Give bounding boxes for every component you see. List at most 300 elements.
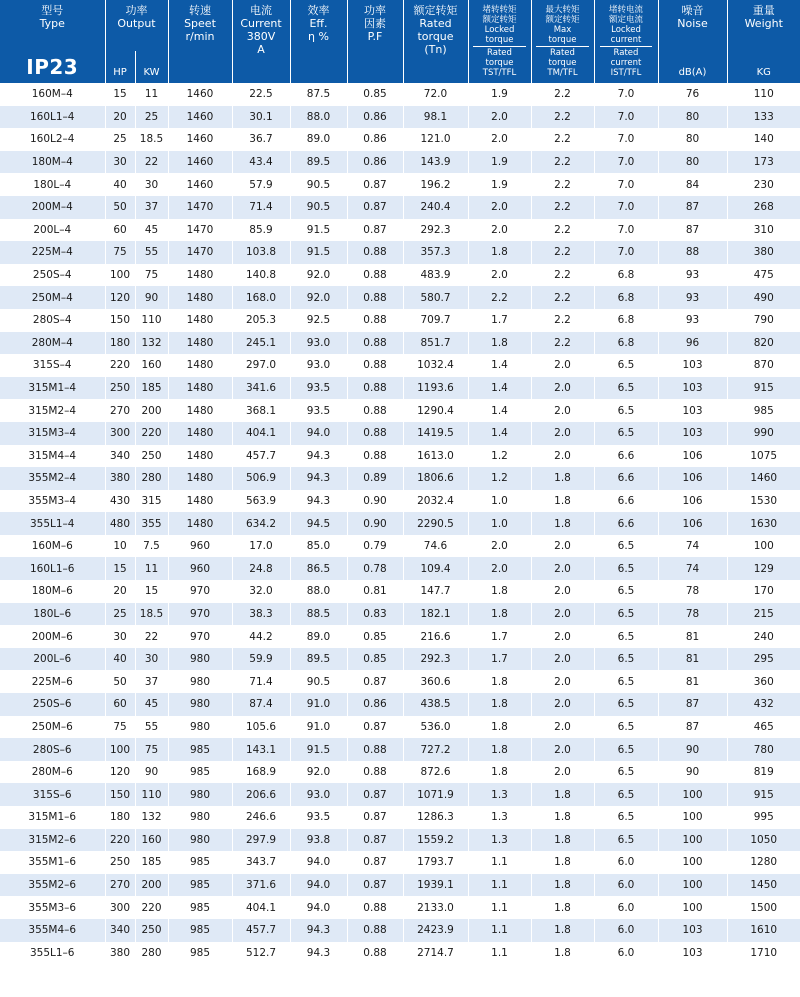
cell-kw: 18.5 bbox=[135, 128, 168, 151]
cell-max-torque-ratio: 2.0 bbox=[531, 580, 594, 603]
cell-power-factor: 0.90 bbox=[347, 512, 403, 535]
cell-power-factor: 0.88 bbox=[347, 399, 403, 422]
cell-current: 87.4 bbox=[232, 693, 290, 716]
cell-locked-torque-ratio: 1.8 bbox=[468, 670, 531, 693]
cell-hp: 380 bbox=[105, 467, 135, 490]
cell-efficiency: 93.5 bbox=[290, 377, 347, 400]
cell-type: 160L2–4 bbox=[0, 128, 105, 151]
cell-kw: 22 bbox=[135, 151, 168, 174]
cell-current: 343.7 bbox=[232, 851, 290, 874]
cell-noise: 80 bbox=[658, 151, 727, 174]
cell-noise: 90 bbox=[658, 761, 727, 784]
header-locked-en4: torque bbox=[485, 58, 514, 69]
cell-efficiency: 91.5 bbox=[290, 219, 347, 242]
cell-locked-current-ratio: 7.0 bbox=[594, 83, 658, 106]
cell-max-torque-ratio: 2.0 bbox=[531, 377, 594, 400]
cell-power-factor: 0.88 bbox=[347, 241, 403, 264]
cell-type: 315M2–4 bbox=[0, 399, 105, 422]
cell-weight: 1530 bbox=[727, 490, 800, 513]
cell-hp: 100 bbox=[105, 264, 135, 287]
header-hp bbox=[105, 51, 135, 83]
cell-max-torque-ratio: 2.2 bbox=[531, 286, 594, 309]
cell-weight: 780 bbox=[727, 738, 800, 761]
cell-efficiency: 93.0 bbox=[290, 783, 347, 806]
cell-hp: 10 bbox=[105, 535, 135, 558]
header-locked-torque bbox=[468, 0, 531, 83]
cell-hp: 40 bbox=[105, 173, 135, 196]
cell-locked-torque-ratio: 1.4 bbox=[468, 377, 531, 400]
cell-kw: 160 bbox=[135, 354, 168, 377]
cell-locked-current-ratio: 6.8 bbox=[594, 264, 658, 287]
cell-locked-torque-ratio: 2.2 bbox=[468, 286, 531, 309]
header-weight bbox=[727, 0, 800, 51]
cell-noise: 81 bbox=[658, 670, 727, 693]
cell-efficiency: 88.0 bbox=[290, 580, 347, 603]
cell-type: 160M–6 bbox=[0, 535, 105, 558]
table-row bbox=[0, 761, 800, 784]
table-row bbox=[0, 286, 800, 309]
table-row bbox=[0, 625, 800, 648]
cell-noise: 93 bbox=[658, 264, 727, 287]
cell-rated-torque: 580.7 bbox=[403, 286, 468, 309]
cell-noise: 80 bbox=[658, 128, 727, 151]
cell-weight: 1710 bbox=[727, 942, 800, 965]
cell-locked-torque-ratio: 1.7 bbox=[468, 648, 531, 671]
cell-power-factor: 0.88 bbox=[347, 332, 403, 355]
cell-max-torque-ratio: 1.8 bbox=[531, 896, 594, 919]
cell-noise: 100 bbox=[658, 874, 727, 897]
cell-hp: 25 bbox=[105, 128, 135, 151]
cell-max-torque-ratio: 2.0 bbox=[531, 445, 594, 468]
cell-locked-current-ratio: 7.0 bbox=[594, 151, 658, 174]
cell-locked-current-ratio: 6.0 bbox=[594, 942, 658, 965]
cell-kw: 90 bbox=[135, 286, 168, 309]
header-speed-cn: 转速 bbox=[189, 4, 211, 17]
header-noise bbox=[658, 0, 727, 51]
cell-power-factor: 0.88 bbox=[347, 354, 403, 377]
cell-noise: 93 bbox=[658, 309, 727, 332]
cell-current: 71.4 bbox=[232, 670, 290, 693]
cell-max-torque-ratio: 2.0 bbox=[531, 399, 594, 422]
cell-locked-torque-ratio: 1.9 bbox=[468, 83, 531, 106]
cell-speed: 985 bbox=[168, 874, 232, 897]
cell-power-factor: 0.87 bbox=[347, 783, 403, 806]
cell-speed: 980 bbox=[168, 783, 232, 806]
cell-locked-current-ratio: 6.0 bbox=[594, 919, 658, 942]
header-current-cn: 电流 bbox=[250, 4, 272, 17]
cell-locked-torque-ratio: 1.3 bbox=[468, 783, 531, 806]
cell-locked-torque-ratio: 2.0 bbox=[468, 196, 531, 219]
cell-efficiency: 94.3 bbox=[290, 942, 347, 965]
cell-current: 206.6 bbox=[232, 783, 290, 806]
table-row bbox=[0, 716, 800, 739]
cell-weight: 380 bbox=[727, 241, 800, 264]
cell-rated-torque: 1793.7 bbox=[403, 851, 468, 874]
cell-noise: 88 bbox=[658, 241, 727, 264]
cell-current: 404.1 bbox=[232, 896, 290, 919]
cell-hp: 15 bbox=[105, 557, 135, 580]
cell-power-factor: 0.87 bbox=[347, 806, 403, 829]
cell-type: 200L–4 bbox=[0, 219, 105, 242]
cell-efficiency: 94.0 bbox=[290, 422, 347, 445]
cell-power-factor: 0.86 bbox=[347, 128, 403, 151]
cell-weight: 310 bbox=[727, 219, 800, 242]
cell-weight: 110 bbox=[727, 83, 800, 106]
table-row bbox=[0, 580, 800, 603]
cell-power-factor: 0.88 bbox=[347, 761, 403, 784]
header-type-en: Type bbox=[39, 16, 65, 30]
cell-rated-torque: 1193.6 bbox=[403, 377, 468, 400]
table-row bbox=[0, 83, 800, 106]
cell-speed: 985 bbox=[168, 851, 232, 874]
cell-current: 105.6 bbox=[232, 716, 290, 739]
cell-current: 246.6 bbox=[232, 806, 290, 829]
cell-locked-torque-ratio: 1.8 bbox=[468, 738, 531, 761]
cell-noise: 106 bbox=[658, 512, 727, 535]
table-row bbox=[0, 670, 800, 693]
cell-weight: 995 bbox=[727, 806, 800, 829]
table-row bbox=[0, 354, 800, 377]
cell-kw: 280 bbox=[135, 942, 168, 965]
cell-rated-torque: 1290.4 bbox=[403, 399, 468, 422]
table-row bbox=[0, 851, 800, 874]
cell-rated-torque: 196.2 bbox=[403, 173, 468, 196]
cell-noise: 87 bbox=[658, 716, 727, 739]
table-row bbox=[0, 603, 800, 626]
cell-locked-torque-ratio: 1.1 bbox=[468, 874, 531, 897]
cell-weight: 240 bbox=[727, 625, 800, 648]
cell-efficiency: 89.5 bbox=[290, 648, 347, 671]
cell-current: 38.3 bbox=[232, 603, 290, 626]
cell-hp: 220 bbox=[105, 829, 135, 852]
cell-noise: 81 bbox=[658, 648, 727, 671]
cell-efficiency: 94.3 bbox=[290, 445, 347, 468]
cell-max-torque-ratio: 1.8 bbox=[531, 512, 594, 535]
header-max-en1: Max bbox=[553, 25, 572, 36]
cell-current: 168.0 bbox=[232, 286, 290, 309]
cell-max-torque-ratio: 2.0 bbox=[531, 422, 594, 445]
cell-efficiency: 92.0 bbox=[290, 264, 347, 287]
cell-type: 280S–6 bbox=[0, 738, 105, 761]
cell-hp: 120 bbox=[105, 286, 135, 309]
cell-locked-current-ratio: 6.5 bbox=[594, 422, 658, 445]
cell-kw: 280 bbox=[135, 467, 168, 490]
cell-noise: 90 bbox=[658, 738, 727, 761]
cell-rated-torque: 98.1 bbox=[403, 106, 468, 129]
header-output-en: Output bbox=[117, 16, 156, 30]
cell-speed: 1470 bbox=[168, 219, 232, 242]
cell-power-factor: 0.87 bbox=[347, 173, 403, 196]
cell-max-torque-ratio: 2.0 bbox=[531, 354, 594, 377]
table-row bbox=[0, 422, 800, 445]
cell-current: 17.0 bbox=[232, 535, 290, 558]
cell-hp: 20 bbox=[105, 580, 135, 603]
cell-current: 57.9 bbox=[232, 173, 290, 196]
cell-type: 315M3–4 bbox=[0, 422, 105, 445]
cell-type: 200L–6 bbox=[0, 648, 105, 671]
cell-kw: 250 bbox=[135, 919, 168, 942]
cell-weight: 1460 bbox=[727, 467, 800, 490]
table-row bbox=[0, 783, 800, 806]
cell-speed: 1480 bbox=[168, 286, 232, 309]
cell-kw: 110 bbox=[135, 309, 168, 332]
cell-hp: 480 bbox=[105, 512, 135, 535]
cell-speed: 1460 bbox=[168, 151, 232, 174]
cell-rated-torque: 438.5 bbox=[403, 693, 468, 716]
cell-hp: 60 bbox=[105, 693, 135, 716]
cell-hp: 430 bbox=[105, 490, 135, 513]
cell-weight: 1500 bbox=[727, 896, 800, 919]
cell-noise: 87 bbox=[658, 196, 727, 219]
cell-rated-torque: 292.3 bbox=[403, 219, 468, 242]
cell-speed: 985 bbox=[168, 896, 232, 919]
cell-weight: 1050 bbox=[727, 829, 800, 852]
cell-hp: 340 bbox=[105, 445, 135, 468]
table-row bbox=[0, 535, 800, 558]
cell-locked-current-ratio: 6.5 bbox=[594, 557, 658, 580]
cell-max-torque-ratio: 1.8 bbox=[531, 783, 594, 806]
cell-rated-torque: 872.6 bbox=[403, 761, 468, 784]
header-max-unit: TM/TFL bbox=[547, 68, 578, 79]
cell-locked-torque-ratio: 1.0 bbox=[468, 490, 531, 513]
cell-type: 250S–4 bbox=[0, 264, 105, 287]
cell-rated-torque: 360.6 bbox=[403, 670, 468, 693]
cell-noise: 103 bbox=[658, 399, 727, 422]
cell-current: 140.8 bbox=[232, 264, 290, 287]
header-lcur-cn1: 堵转电流 bbox=[608, 5, 643, 15]
cell-type: 200M–4 bbox=[0, 196, 105, 219]
cell-hp: 180 bbox=[105, 332, 135, 355]
cell-efficiency: 94.3 bbox=[290, 490, 347, 513]
header-current-voltage: 380V bbox=[246, 29, 276, 43]
cell-current: 71.4 bbox=[232, 196, 290, 219]
header-hp-label: HP bbox=[113, 67, 127, 78]
cell-locked-current-ratio: 6.0 bbox=[594, 851, 658, 874]
table-row bbox=[0, 219, 800, 242]
cell-locked-current-ratio: 6.5 bbox=[594, 625, 658, 648]
cell-type: 315M1–4 bbox=[0, 377, 105, 400]
cell-speed: 970 bbox=[168, 603, 232, 626]
cell-weight: 432 bbox=[727, 693, 800, 716]
cell-type: 315M2–6 bbox=[0, 829, 105, 852]
cell-power-factor: 0.79 bbox=[347, 535, 403, 558]
cell-speed: 985 bbox=[168, 942, 232, 965]
cell-efficiency: 86.5 bbox=[290, 557, 347, 580]
cell-hp: 15 bbox=[105, 83, 135, 106]
cell-max-torque-ratio: 2.0 bbox=[531, 761, 594, 784]
cell-max-torque-ratio: 2.0 bbox=[531, 738, 594, 761]
header-locked-unit: TST/TFL bbox=[482, 68, 517, 79]
cell-max-torque-ratio: 1.8 bbox=[531, 806, 594, 829]
cell-locked-current-ratio: 6.5 bbox=[594, 377, 658, 400]
cell-power-factor: 0.88 bbox=[347, 445, 403, 468]
cell-efficiency: 90.5 bbox=[290, 670, 347, 693]
cell-weight: 465 bbox=[727, 716, 800, 739]
cell-kw: 30 bbox=[135, 173, 168, 196]
cell-weight: 173 bbox=[727, 151, 800, 174]
cell-noise: 74 bbox=[658, 535, 727, 558]
cell-weight: 490 bbox=[727, 286, 800, 309]
table-row bbox=[0, 874, 800, 897]
cell-weight: 230 bbox=[727, 173, 800, 196]
table-row bbox=[0, 467, 800, 490]
cell-locked-torque-ratio: 1.1 bbox=[468, 851, 531, 874]
cell-hp: 50 bbox=[105, 196, 135, 219]
table-row bbox=[0, 693, 800, 716]
cell-current: 205.3 bbox=[232, 309, 290, 332]
cell-current: 59.9 bbox=[232, 648, 290, 671]
header-current-en: Current bbox=[240, 16, 282, 30]
header-pf-cn1: 功率 bbox=[364, 4, 386, 17]
cell-efficiency: 91.5 bbox=[290, 241, 347, 264]
cell-hp: 250 bbox=[105, 851, 135, 874]
cell-max-torque-ratio: 1.8 bbox=[531, 942, 594, 965]
header-locked-en2: torque bbox=[485, 35, 514, 46]
cell-locked-torque-ratio: 1.4 bbox=[468, 354, 531, 377]
cell-locked-current-ratio: 6.5 bbox=[594, 535, 658, 558]
cell-kw: 30 bbox=[135, 648, 168, 671]
cell-hp: 220 bbox=[105, 354, 135, 377]
cell-speed: 985 bbox=[168, 761, 232, 784]
cell-weight: 140 bbox=[727, 128, 800, 151]
cell-locked-current-ratio: 7.0 bbox=[594, 196, 658, 219]
cell-max-torque-ratio: 2.2 bbox=[531, 83, 594, 106]
cell-locked-current-ratio: 6.5 bbox=[594, 648, 658, 671]
cell-hp: 150 bbox=[105, 783, 135, 806]
cell-speed: 1460 bbox=[168, 128, 232, 151]
header-efficiency bbox=[290, 0, 347, 83]
cell-noise: 84 bbox=[658, 173, 727, 196]
cell-power-factor: 0.88 bbox=[347, 896, 403, 919]
cell-rated-torque: 483.9 bbox=[403, 264, 468, 287]
cell-efficiency: 88.0 bbox=[290, 106, 347, 129]
noise-unit-label: dB(A) bbox=[678, 67, 707, 78]
cell-kw: 18.5 bbox=[135, 603, 168, 626]
header-rated-torque bbox=[403, 0, 468, 83]
cell-locked-current-ratio: 6.0 bbox=[594, 896, 658, 919]
cell-efficiency: 94.0 bbox=[290, 896, 347, 919]
cell-speed: 1470 bbox=[168, 196, 232, 219]
cell-efficiency: 92.0 bbox=[290, 286, 347, 309]
cell-efficiency: 94.0 bbox=[290, 851, 347, 874]
header-current-unit: A bbox=[257, 42, 265, 56]
cell-kw: 11 bbox=[135, 83, 168, 106]
header-max-en3: Rated bbox=[550, 48, 575, 59]
cell-current: 563.9 bbox=[232, 490, 290, 513]
cell-locked-current-ratio: 6.5 bbox=[594, 738, 658, 761]
cell-noise: 78 bbox=[658, 580, 727, 603]
cell-power-factor: 0.88 bbox=[347, 264, 403, 287]
cell-weight: 820 bbox=[727, 332, 800, 355]
cell-max-torque-ratio: 2.2 bbox=[531, 128, 594, 151]
cell-hp: 270 bbox=[105, 399, 135, 422]
cell-type: 250M–4 bbox=[0, 286, 105, 309]
cell-power-factor: 0.83 bbox=[347, 603, 403, 626]
header-type-cn: 型号 bbox=[41, 4, 64, 17]
header-eff-cn: 效率 bbox=[307, 4, 330, 17]
cell-weight: 1450 bbox=[727, 874, 800, 897]
cell-weight: 985 bbox=[727, 399, 800, 422]
table-row bbox=[0, 377, 800, 400]
cell-kw: 355 bbox=[135, 512, 168, 535]
cell-current: 341.6 bbox=[232, 377, 290, 400]
cell-current: 168.9 bbox=[232, 761, 290, 784]
cell-rated-torque: 1613.0 bbox=[403, 445, 468, 468]
cell-noise: 100 bbox=[658, 829, 727, 852]
cell-kw: 185 bbox=[135, 851, 168, 874]
table-row bbox=[0, 919, 800, 942]
cell-power-factor: 0.87 bbox=[347, 219, 403, 242]
cell-max-torque-ratio: 1.8 bbox=[531, 490, 594, 513]
header-lcur-en2: current bbox=[610, 35, 642, 46]
cell-noise: 103 bbox=[658, 919, 727, 942]
cell-type: 280M–6 bbox=[0, 761, 105, 784]
header-max-en2: torque bbox=[548, 35, 577, 46]
cell-rated-torque: 709.7 bbox=[403, 309, 468, 332]
cell-hp: 50 bbox=[105, 670, 135, 693]
cell-speed: 985 bbox=[168, 919, 232, 942]
cell-rated-torque: 1032.4 bbox=[403, 354, 468, 377]
cell-speed: 960 bbox=[168, 557, 232, 580]
ip-rating-label: IP23 bbox=[26, 55, 79, 79]
cell-efficiency: 87.5 bbox=[290, 83, 347, 106]
cell-current: 245.1 bbox=[232, 332, 290, 355]
table-row bbox=[0, 128, 800, 151]
cell-locked-current-ratio: 6.6 bbox=[594, 445, 658, 468]
cell-rated-torque: 2714.7 bbox=[403, 942, 468, 965]
cell-rated-torque: 292.3 bbox=[403, 648, 468, 671]
cell-power-factor: 0.85 bbox=[347, 625, 403, 648]
cell-kw: 22 bbox=[135, 625, 168, 648]
cell-noise: 103 bbox=[658, 942, 727, 965]
table-row bbox=[0, 896, 800, 919]
cell-weight: 215 bbox=[727, 603, 800, 626]
cell-type: 355L1–4 bbox=[0, 512, 105, 535]
cell-power-factor: 0.85 bbox=[347, 648, 403, 671]
cell-rated-torque: 1806.6 bbox=[403, 467, 468, 490]
cell-max-torque-ratio: 2.0 bbox=[531, 716, 594, 739]
cell-type: 355M3–4 bbox=[0, 490, 105, 513]
cell-speed: 1460 bbox=[168, 173, 232, 196]
header-speed-en: Speet bbox=[184, 16, 216, 30]
cell-efficiency: 94.0 bbox=[290, 874, 347, 897]
cell-type: 355M4–6 bbox=[0, 919, 105, 942]
cell-kw: 110 bbox=[135, 783, 168, 806]
cell-locked-current-ratio: 6.8 bbox=[594, 286, 658, 309]
cell-efficiency: 92.5 bbox=[290, 309, 347, 332]
cell-locked-torque-ratio: 1.2 bbox=[468, 445, 531, 468]
header-current bbox=[232, 0, 290, 83]
cell-noise: 103 bbox=[658, 422, 727, 445]
cell-locked-torque-ratio: 1.8 bbox=[468, 693, 531, 716]
weight-unit-label: KG bbox=[756, 67, 771, 78]
cell-kw: 132 bbox=[135, 332, 168, 355]
cell-weight: 360 bbox=[727, 670, 800, 693]
cell-speed: 1460 bbox=[168, 106, 232, 129]
cell-speed: 1480 bbox=[168, 264, 232, 287]
cell-max-torque-ratio: 1.8 bbox=[531, 874, 594, 897]
cell-max-torque-ratio: 2.2 bbox=[531, 151, 594, 174]
header-lcur-en4: current bbox=[610, 58, 642, 69]
cell-current: 24.8 bbox=[232, 557, 290, 580]
cell-power-factor: 0.87 bbox=[347, 716, 403, 739]
cell-speed: 980 bbox=[168, 693, 232, 716]
cell-current: 32.0 bbox=[232, 580, 290, 603]
cell-efficiency: 88.5 bbox=[290, 603, 347, 626]
header-locked-en1: Locked bbox=[484, 25, 515, 36]
cell-efficiency: 94.3 bbox=[290, 919, 347, 942]
cell-efficiency: 93.5 bbox=[290, 806, 347, 829]
